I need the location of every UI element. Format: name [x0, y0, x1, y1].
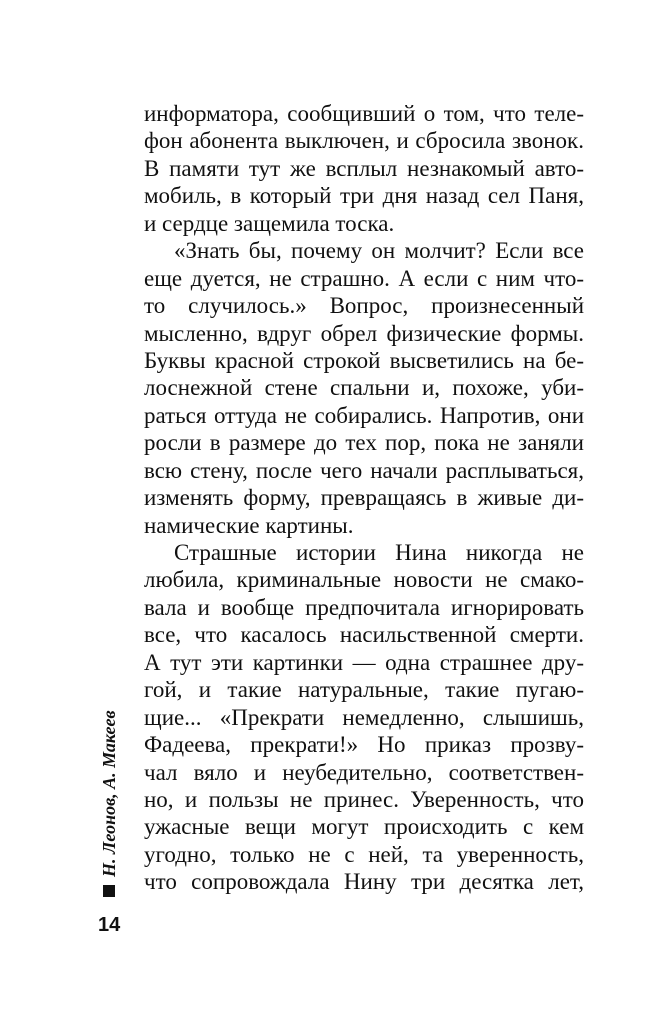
text-line: Фадеева, прекрати!» Но приказ прозву-: [144, 732, 584, 758]
square-marker-icon: [103, 885, 115, 897]
text-line: изменять форму, превращаясь в живые ди-: [144, 485, 584, 511]
text-line: Буквы красной строкой высветились на бе-: [144, 347, 584, 373]
running-head: [98, 707, 120, 897]
text-line: что сопровождала Нину три десятка лет,: [144, 869, 584, 895]
text-line: еще дуется, не страшно. А если с ним что-: [144, 265, 584, 291]
text-line: мысленно, вдруг обрел физические формы.: [144, 320, 584, 346]
body-text: [144, 100, 584, 896]
text-line: и сердце защемила тоска.: [144, 210, 395, 236]
text-line: чал вяло и неубедительно, соответствен-: [144, 759, 584, 785]
text-line: намические картины.: [144, 512, 354, 538]
text-line: росли в размере до тех пор, пока не заняли: [144, 430, 584, 456]
text-line: любила, криминальные новости не смако-: [144, 567, 584, 593]
text-line: лоснежной стене спальни и, похоже, уби-: [144, 375, 584, 401]
text-line: щие... «Прекрати немедленно, слышишь,: [144, 704, 584, 730]
text-line: вала и вообще предпочитала игнорировать: [144, 594, 584, 620]
text-line: угодно, только не с ней, та уверенность,: [144, 841, 584, 867]
text-line: Страшные истории Нина никогда не: [174, 540, 584, 565]
text-line: всю стену, после чего начали расплываться,: [144, 457, 584, 483]
text-line: все, что касалось насильственной смерти.: [144, 622, 584, 648]
page-number: 14: [98, 914, 121, 936]
text-line: ужасные вещи могут происходить с кем: [144, 814, 584, 840]
text-line: но, и пользы не принес. Уверенность, что: [144, 786, 584, 812]
text-line: фон абонента выключен, и сбросила звонок.: [144, 128, 584, 154]
text-line: гой, и такие натуральные, такие пугаю-: [144, 677, 584, 703]
text-line: раться оттуда не собирались. Напротив, они: [144, 402, 584, 428]
text-line: то случилось.» Вопрос, произнесенный: [144, 293, 584, 319]
text-line: «Знать бы, почему он молчит? Если все: [174, 238, 584, 264]
text-line: В памяти тут же всплыл незнакомый авто-: [144, 155, 584, 181]
running-head-authors: Н. Леонов, А. Макеев: [98, 710, 119, 877]
text-line: А тут эти картинки — одна страшнее дру-: [144, 649, 584, 675]
text-line: мобиль, в который три дня назад сел Паня,: [144, 183, 584, 209]
text-line: информатора, сообщивший о том, что теле-: [144, 101, 584, 126]
